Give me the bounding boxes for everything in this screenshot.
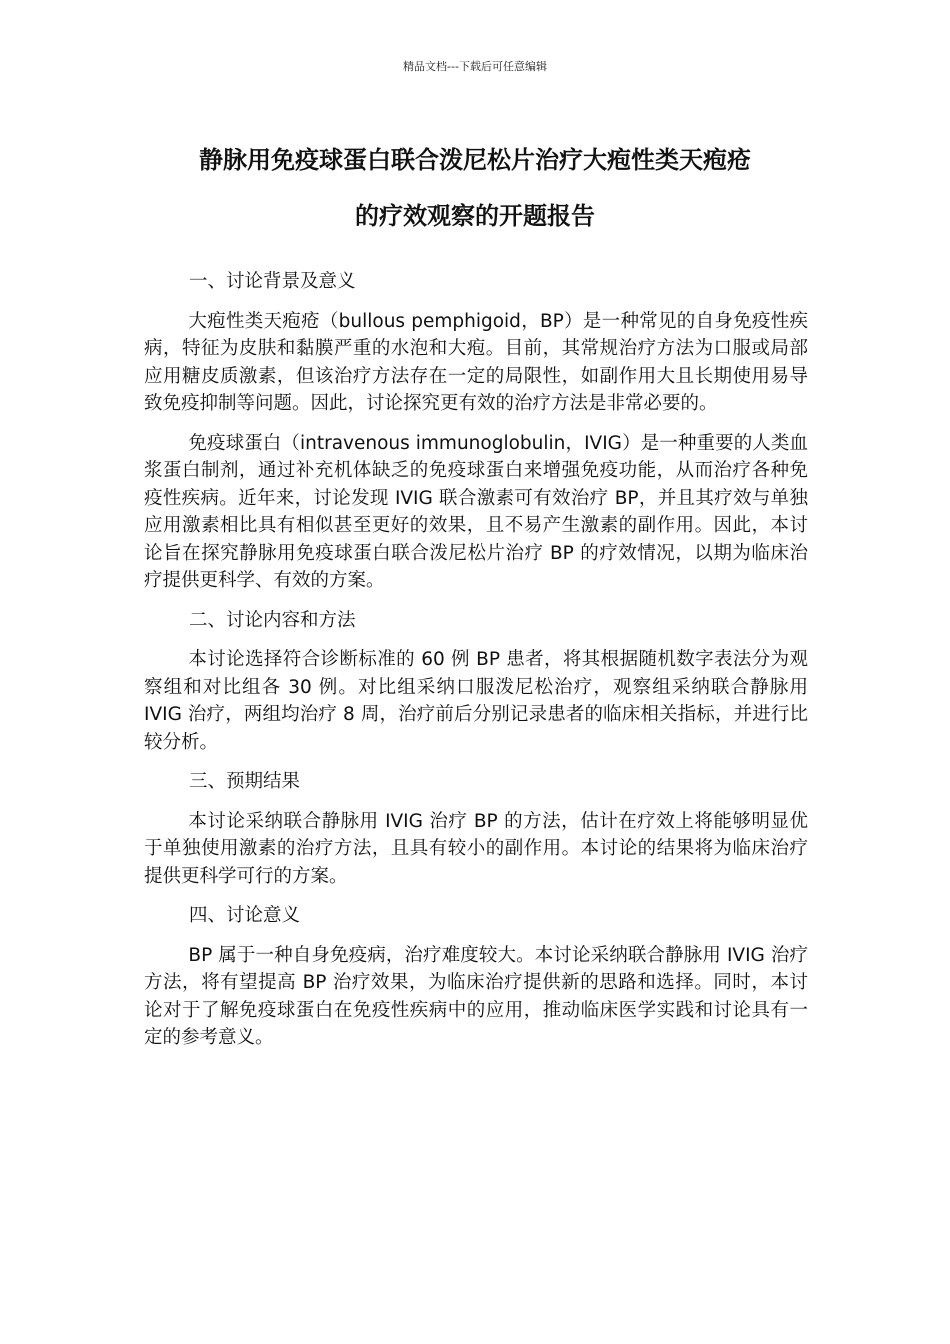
paragraph-expected-results-1: 本讨论采纳联合静脉用 IVIG 治疗 BP 的方法，估计在疗效上将能够明显优于单独使用激素的治疗方法，且具有较小的副作用。本讨论的结果将为临床治疗提供更科学可行的方案。 — [144, 810, 808, 887]
paragraph-background-1: 大疱性类天疱疮（bullous pemphigoid，BP）是一种常见的自身免疫性疾病，特征为皮肤和黏膜严重的水泡和大疱。目前，其常规治疗方法为口服或局部应用糖皮质激素，但该治疗方法存在一定的局限性，如副作用大且长期使用易导致免疫抑制等问题。因此，讨论探究更有效的治疗方法是非常必要的。 — [144, 310, 808, 414]
document-body — [144, 268, 808, 1064]
paragraph-methods-1: 本讨论选择符合诊断标准的 60 例 BP 患者，将其根据随机数字表法分为观察组和对比组各 30 例。对比组采纳口服泼尼松治疗，观察组采纳联合静脉用 IVIG 治疗，两组均治疗 8 周，治疗前后分别记录患者的临床相关指标，并进行比较分析。 — [144, 649, 808, 753]
paragraph-background-2: 免疫球蛋白（intravenous immunoglobulin，IVIG）是一种重要的人类血浆蛋白制剂，通过补充机体缺乏的免疫球蛋白来增强免疫功能，从而治疗各种免疫性疾病。近年来，讨论发现 IVIG 联合激素可有效治疗 BP，并且其疗效与单独应用激素相比具有相似甚至更好的效果，且不易产生激素的副作用。因此，本讨论旨在探究静脉用免疫球蛋白联合泼尼松片治疗 BP 的疗效情况，以期为临床治疗提供更科学、有效的方案。 — [144, 432, 808, 591]
title-line-2: 的疗效观察的开题报告 — [355, 202, 595, 230]
section-heading-significance: 四、讨论意义 — [189, 905, 301, 926]
header-note: 精品文档---下载后可任意编辑 — [403, 60, 547, 73]
section-heading-background: 一、讨论背景及意义 — [189, 271, 356, 292]
document-title — [130, 132, 820, 244]
paragraph-significance-1: BP 属于一种自身免疫病，治疗难度较大。本讨论采纳联合静脉用 IVIG 治疗方法，将有望提高 BP 治疗效果，为临床治疗提供新的思路和选择。同时，本讨论对于了解免疫球蛋白在免疫性疾病中的应用，推动临床医学实践和讨论具有一定的参考意义。 — [144, 944, 808, 1048]
section-heading-methods: 二、讨论内容和方法 — [189, 609, 356, 631]
title-line-1: 静脉用免疫球蛋白联合泼尼松片治疗大疱性类天疱疮 — [199, 146, 751, 174]
section-heading-expected-results: 三、预期结果 — [189, 771, 301, 792]
